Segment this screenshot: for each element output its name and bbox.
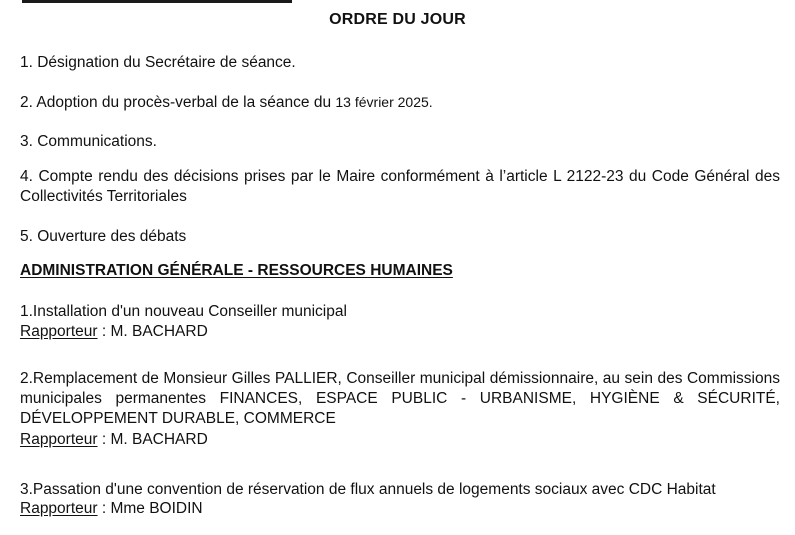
section-header: ADMINISTRATION GÉNÉRALE - RESSOURCES HUMAINES bbox=[20, 262, 453, 279]
agenda-item-3: 3. Communications. bbox=[20, 133, 157, 150]
agenda-item-4: 4. Compte rendu des décisions prises par le Maire conformément à l’article L 2122-23 du Code Général des Collectivités Territoriales bbox=[20, 168, 780, 205]
rapporteur-name: : Mme BOIDIN bbox=[97, 500, 203, 517]
agenda-item-1: 1. Désignation du Secrétaire de séance. bbox=[20, 54, 296, 71]
rapporteur-label: Rapporteur bbox=[20, 500, 98, 517]
section-point-2-rapporteur bbox=[20, 430, 208, 450]
agenda-item-2-text: 2. Adoption du procès-verbal de la séance du bbox=[20, 94, 336, 111]
cropped-text-fragment bbox=[22, 0, 292, 3]
rapporteur-name: : M. BACHARD bbox=[97, 323, 208, 340]
section-point-1-title: 1.Installation d'un nouveau Conseiller municipal bbox=[20, 303, 347, 320]
agenda-item-2 bbox=[20, 92, 433, 113]
section-point-3-rapporteur bbox=[20, 499, 203, 519]
section-point-3-title: 3.Passation d'une convention de réservation de flux annuels de logements sociaux avec CDC Habitat bbox=[20, 481, 716, 498]
page-title: ORDRE DU JOUR bbox=[329, 11, 466, 28]
section-point-2-title: 2.Remplacement de Monsieur Gilles PALLIER, Conseiller municipal démissionnaire, au sein des Commissions municipales permanentes FINANCES, ESPACE PUBLIC - URBANISME, HYGIÈNE & SÉCURITÉ, DÉVELOPPEMENT DURABLE, COMMERCE bbox=[20, 370, 780, 427]
rapporteur-label: Rapporteur bbox=[20, 431, 98, 448]
section-point-1-rapporteur bbox=[20, 322, 208, 342]
rapporteur-label: Rapporteur bbox=[20, 323, 98, 340]
agenda-item-5: 5. Ouverture des débats bbox=[20, 228, 187, 245]
agenda-item-2-date: 13 février 2025. bbox=[335, 94, 433, 110]
rapporteur-name: : M. BACHARD bbox=[97, 431, 208, 448]
